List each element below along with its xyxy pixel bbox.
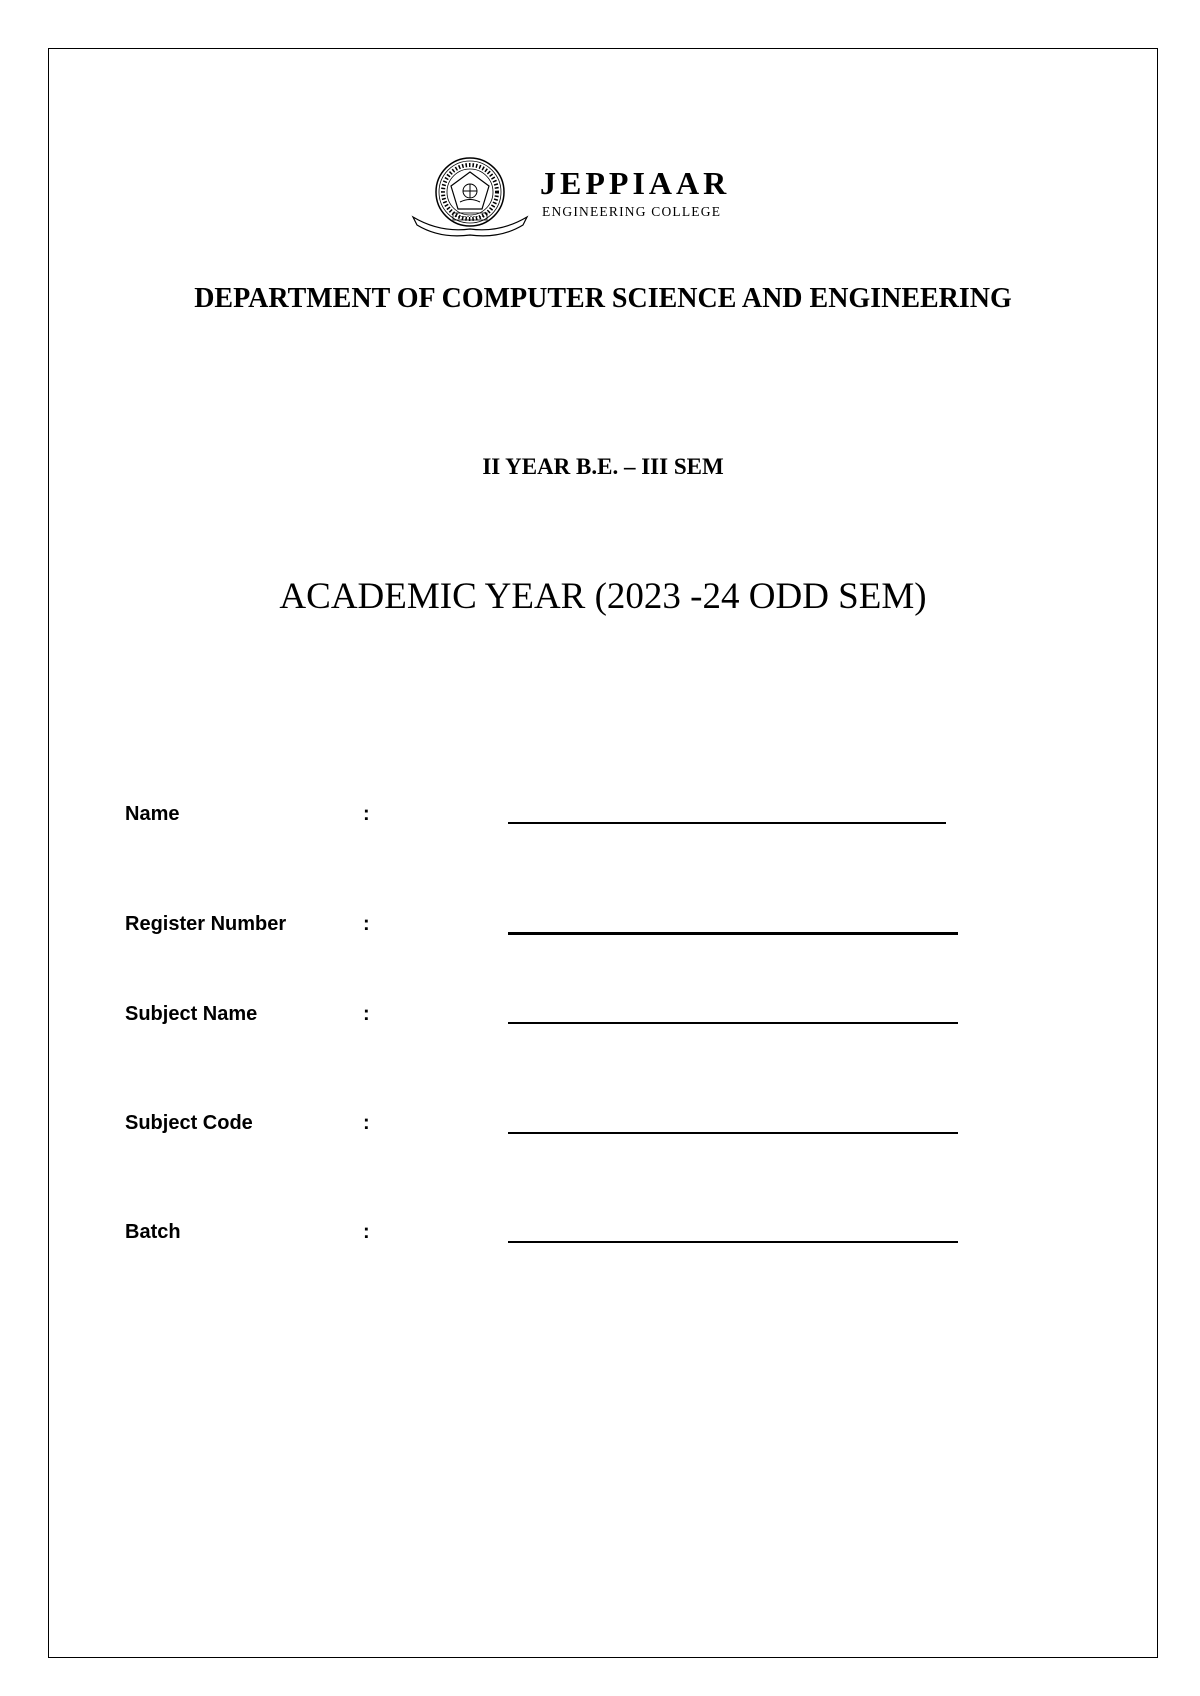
batch-field-line[interactable] xyxy=(508,1241,958,1243)
name-field-line[interactable] xyxy=(508,822,946,824)
name-label: Name xyxy=(125,803,180,825)
subject-code-label: Subject Code xyxy=(125,1112,253,1134)
subject-code-colon: : xyxy=(363,1112,370,1134)
college-seal-icon xyxy=(405,155,535,237)
batch-label: Batch xyxy=(125,1221,181,1243)
name-colon: : xyxy=(363,803,370,825)
register-number-field-line[interactable] xyxy=(508,932,958,935)
college-subtitle: ENGINEERING COLLEGE xyxy=(542,204,722,219)
subject-name-field-line[interactable] xyxy=(508,1022,958,1024)
subject-name-colon: : xyxy=(363,1003,370,1025)
department-heading: DEPARTMENT OF COMPUTER SCIENCE AND ENGINEERING xyxy=(194,283,1012,314)
academic-year: ACADEMIC YEAR (2023 -24 ODD SEM) xyxy=(279,576,927,617)
subject-code-field-line[interactable] xyxy=(508,1132,958,1134)
subject-name-label: Subject Name xyxy=(125,1003,258,1025)
college-name: JEPPIAAR xyxy=(540,165,731,201)
college-logo xyxy=(405,155,815,237)
register-number-colon: : xyxy=(363,913,370,935)
batch-colon: : xyxy=(363,1221,370,1243)
year-semester: II YEAR B.E. – III SEM xyxy=(482,454,724,479)
register-number-label: Register Number xyxy=(125,913,287,935)
